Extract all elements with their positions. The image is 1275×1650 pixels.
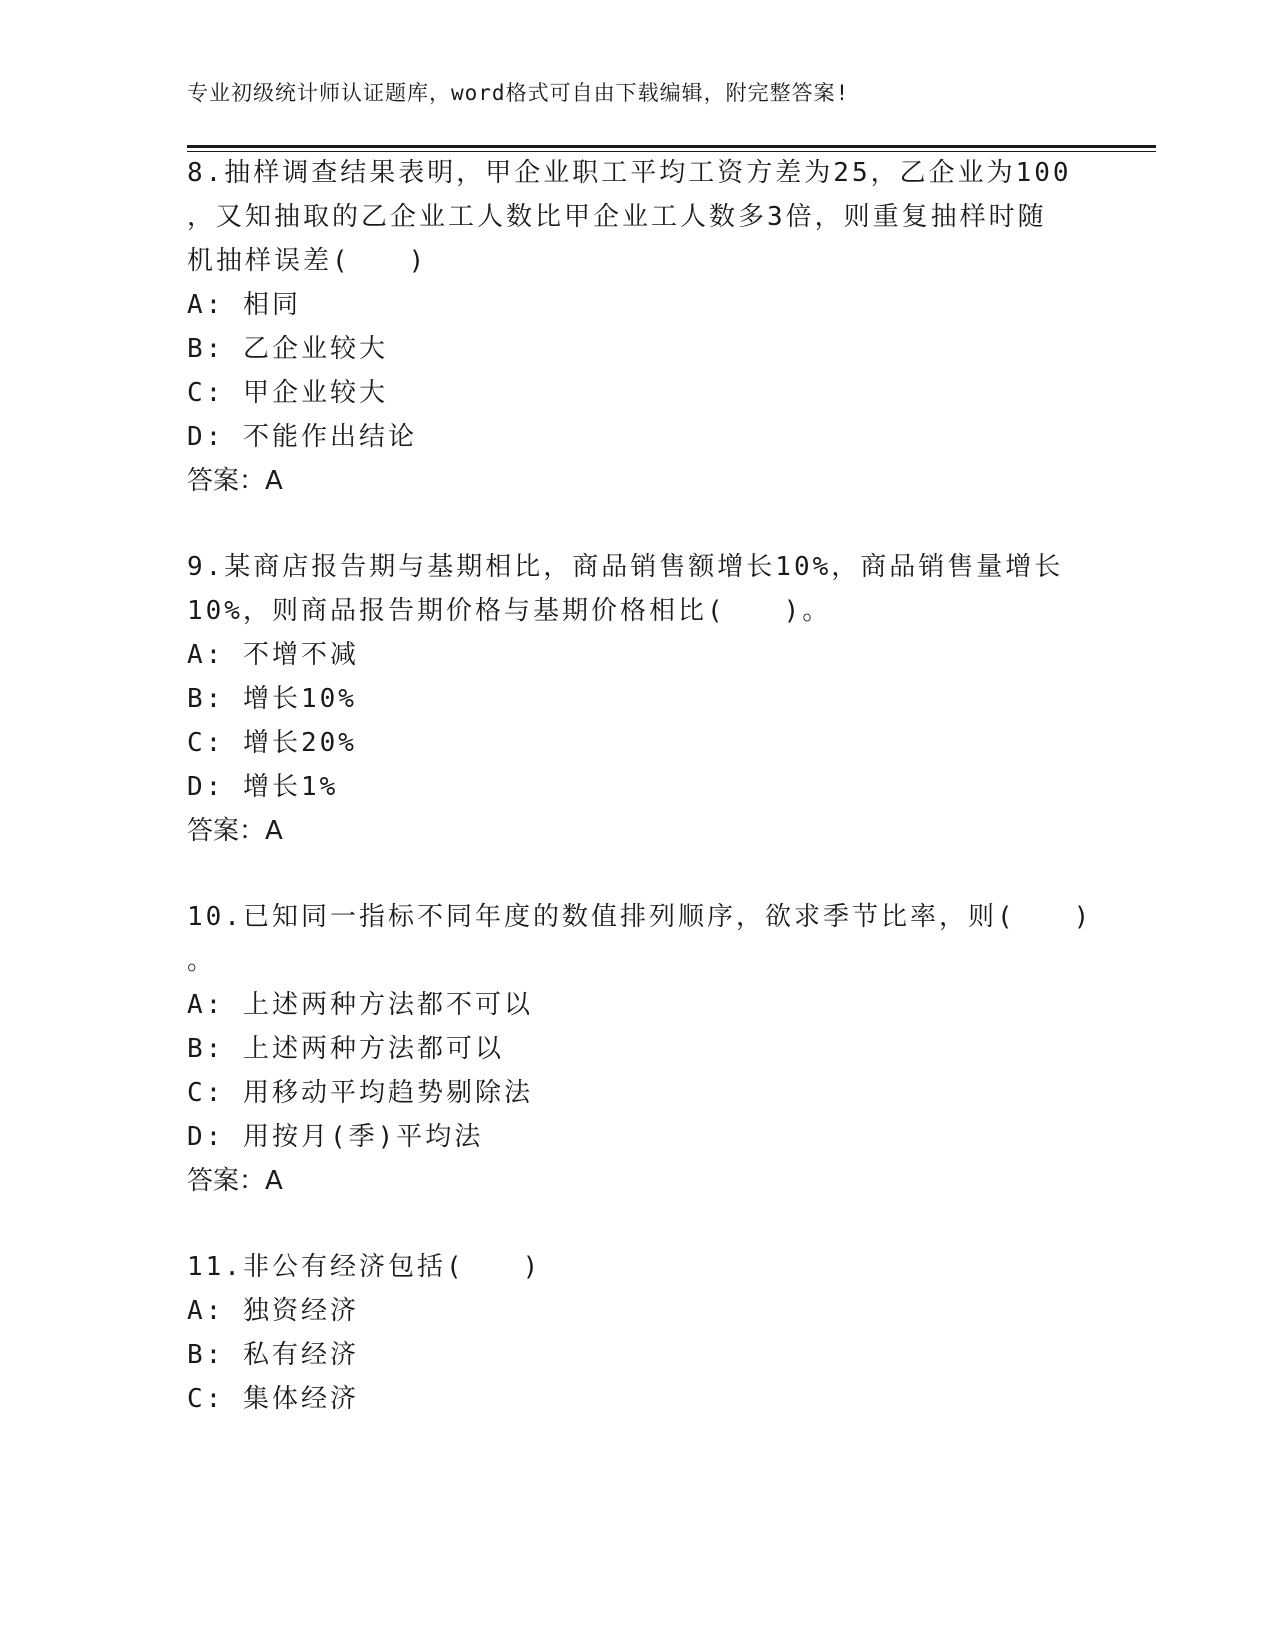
question-9-stem-line-1: 9.某商店报告期与基期相比，商品销售额增长10%，商品销售量增长 [187,552,1064,582]
header-rule-thin [187,151,1156,152]
question-10-option-b: B: 上述两种方法都可以 [187,1034,504,1064]
question-9-stem-line-2: 10%，则商品报告期价格与基期价格相比( )。 [187,596,832,626]
question-8-stem-line-1: 8.抽样调查结果表明，甲企业职工平均工资方差为25，乙企业为100 [187,158,1072,188]
question-8-option-c: C: 甲企业较大 [187,378,388,408]
question-10-option-d: D: 用按月(季)平均法 [187,1122,484,1152]
question-8-option-b: B: 乙企业较大 [187,334,388,364]
question-8-stem-line-2: ，又知抽取的乙企业工人数比甲企业工人数多3倍，则重复抽样时随 [187,202,1047,232]
question-8-stem-line-3: 机抽样误差( ) [187,246,428,276]
question-9-answer: 答案：A [187,816,283,846]
question-10-answer: 答案：A [187,1166,283,1196]
question-9-option-b: B: 增长10% [187,684,357,714]
question-10-stem-line-2: 。 [187,946,217,976]
question-8-option-d: D: 不能作出结论 [187,422,417,452]
question-10-option-c: C: 用移动平均趋势剔除法 [187,1078,533,1108]
question-9-option-d: D: 增长1% [187,772,339,802]
question-11-option-a: A: 独资经济 [187,1296,359,1326]
header-rule [187,145,1156,148]
question-9-option-c: C: 增长20% [187,728,357,758]
page-header: 专业初级统计师认证题库，word格式可自由下载编辑，附完整答案! [187,81,850,105]
question-10-option-a: A: 上述两种方法都不可以 [187,990,533,1020]
question-9-option-a: A: 不增不减 [187,640,359,670]
question-10-stem-line-1: 10.已知同一指标不同年度的数值排列顺序，欲求季节比率，则( ) [187,902,1093,932]
question-8-answer: 答案：A [187,466,283,496]
question-11-stem-line-1: 11.非公有经济包括( ) [187,1252,542,1282]
question-11-option-c: C: 集体经济 [187,1384,359,1414]
question-11-option-b: B: 私有经济 [187,1340,359,1370]
question-8-option-a: A: 相同 [187,290,301,320]
